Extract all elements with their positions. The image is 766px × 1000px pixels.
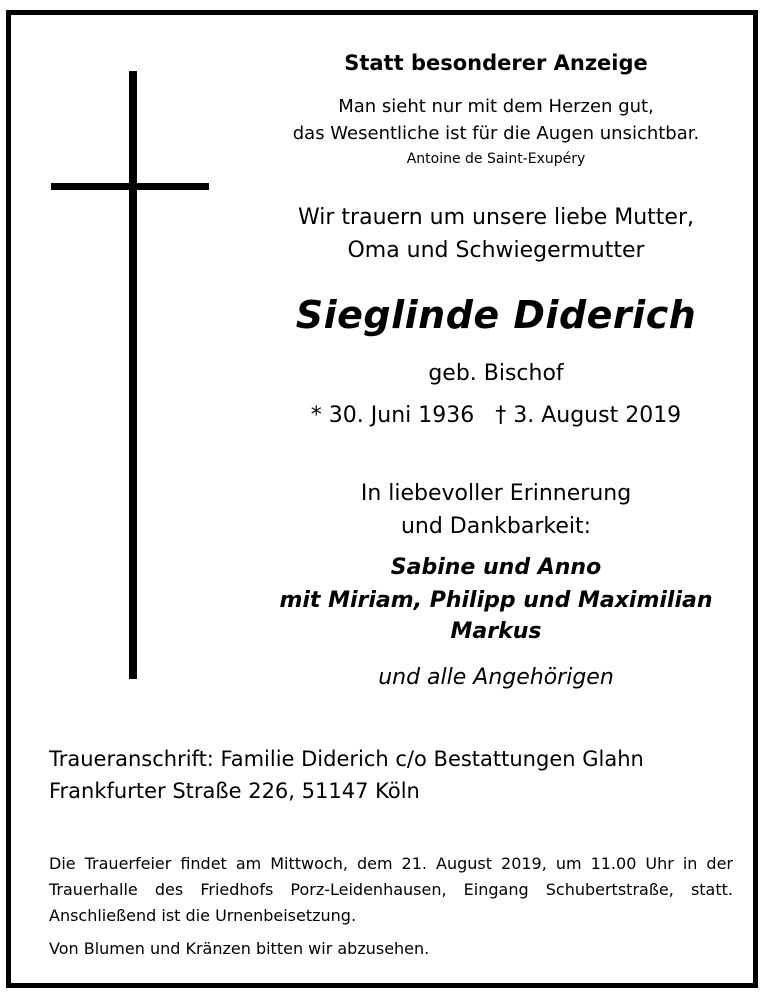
remembrance-text (251, 477, 741, 543)
born-name: geb. Bischof (428, 361, 564, 386)
deceased-name: Sieglinde Diderich (295, 293, 697, 337)
relatives-line: und alle Angehörigen (378, 665, 614, 690)
cross-icon (129, 71, 137, 679)
ceremony-notice: Die Trauerfeier findet am Mittwoch, dem 21. August 2019, um 11.00 Uhr in der Trauerhalle des Friedhofs Porz-Leidenhausen, Eingang Schubertstraße, statt. Anschließend ist die Urnenbeisetzung. (49, 854, 733, 925)
address-line: Traueranschrift: Familie Diderich c/o Bestattungen Glahn (49, 747, 644, 771)
obituary-frame (6, 10, 758, 988)
remembrance-line: und Dankbarkeit: (400, 514, 592, 539)
death-date: † 3. August 2019 (495, 403, 682, 428)
remembrance-line: In liebevoller Erinnerung (360, 481, 632, 506)
family-names (251, 551, 741, 617)
mourning-address (49, 743, 749, 807)
mourning-line: Oma und Schwiegermutter (347, 238, 645, 263)
quote-line: das Wesentliche ist für die Augen unsichtbar. (292, 123, 700, 144)
quote (251, 93, 741, 147)
family-line: mit Miriam, Philipp und Maximilian (279, 588, 713, 613)
life-dates (251, 403, 741, 428)
mourning-line: Wir trauern um unsere liebe Mutter, (298, 205, 694, 230)
flowers-notice: Von Blumen und Kränzen bitten wir abzusehen. (49, 939, 430, 958)
cross-icon-crossbar (51, 183, 209, 190)
birth-date: * 30. Juni 1936 (310, 403, 475, 428)
family-line: Markus (450, 619, 542, 644)
notice-heading: Statt besonderer Anzeige (344, 51, 648, 75)
mourning-text (251, 201, 741, 267)
quote-author: Antoine de Saint-Exupéry (406, 151, 586, 167)
family-line: Sabine und Anno (390, 555, 602, 580)
quote-line: Man sieht nur mit dem Herzen gut, (338, 96, 654, 117)
address-line: Frankfurter Straße 226, 51147 Köln (49, 779, 420, 803)
